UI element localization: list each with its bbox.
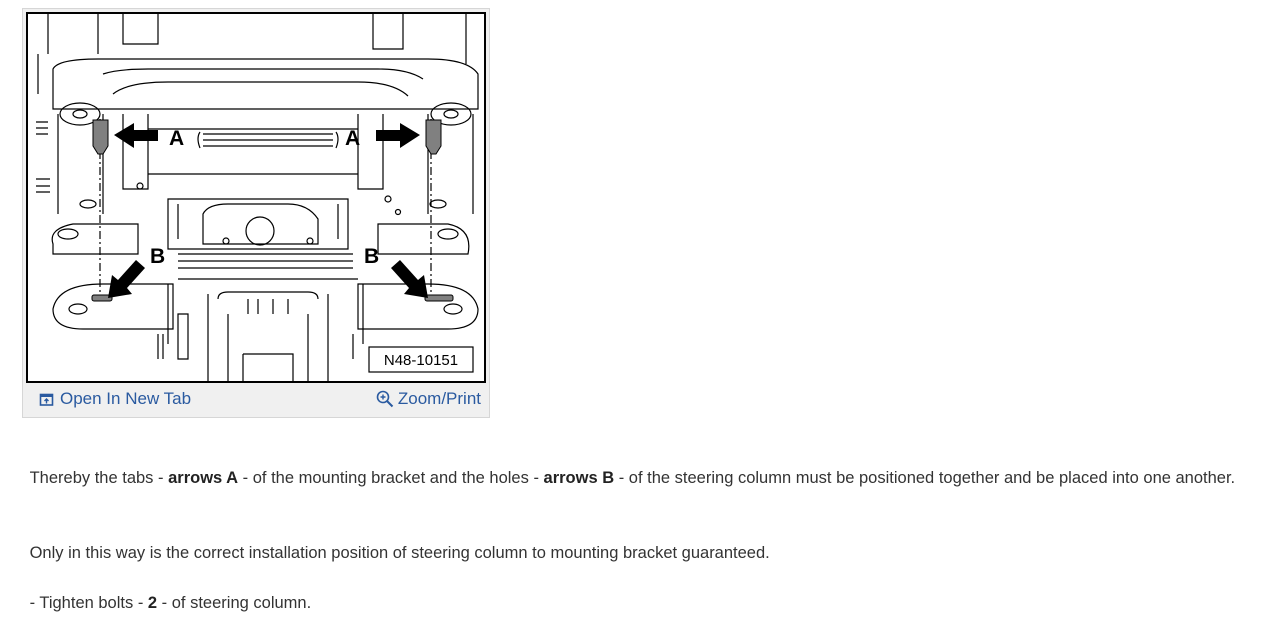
instruction-paragraph-1 (25, 466, 1250, 491)
arrow-b-left-label: B (150, 245, 166, 268)
open-new-tab-icon (39, 392, 54, 407)
p1-text-1: Thereby the tabs - (29, 469, 169, 487)
figure-code: N48-10151 (383, 352, 459, 369)
p1-bold-arrows-a: arrows A (168, 469, 239, 487)
arrow-b-right-label: B (364, 245, 380, 268)
magnifier-plus-icon (376, 390, 394, 408)
p1-text-2: - of the mounting bracket and the holes - (238, 469, 544, 487)
p3-text-2: - of steering column. (157, 594, 312, 612)
p3-bold-bolt-number: 2 (147, 594, 158, 612)
figure-container (22, 8, 490, 418)
open-in-new-tab-label: Open In New Tab (60, 389, 192, 408)
steering-column-bracket-diagram (28, 14, 484, 381)
p1-text-3: - of the steering column must be positioned together and be placed into one another. (614, 469, 1236, 487)
figure-links-bar (23, 387, 489, 415)
arrow-a-left-label: A (169, 127, 185, 150)
zoom-print-label: Zoom/Print (397, 389, 481, 408)
instruction-paragraph-2 (25, 541, 1250, 566)
zoom-print-link[interactable] (376, 389, 481, 409)
p3-text-1: - Tighten bolts - (29, 594, 148, 612)
open-in-new-tab-link[interactable] (39, 389, 191, 409)
instruction-step-tighten-bolts (25, 591, 1250, 616)
p1-bold-arrows-b: arrows B (543, 469, 615, 487)
arrow-a-right-label: A (345, 127, 361, 150)
p2-text: Only in this way is the correct installation position of steering column to mounting bracket guaranteed. (29, 544, 770, 562)
diagram-frame (26, 12, 486, 383)
